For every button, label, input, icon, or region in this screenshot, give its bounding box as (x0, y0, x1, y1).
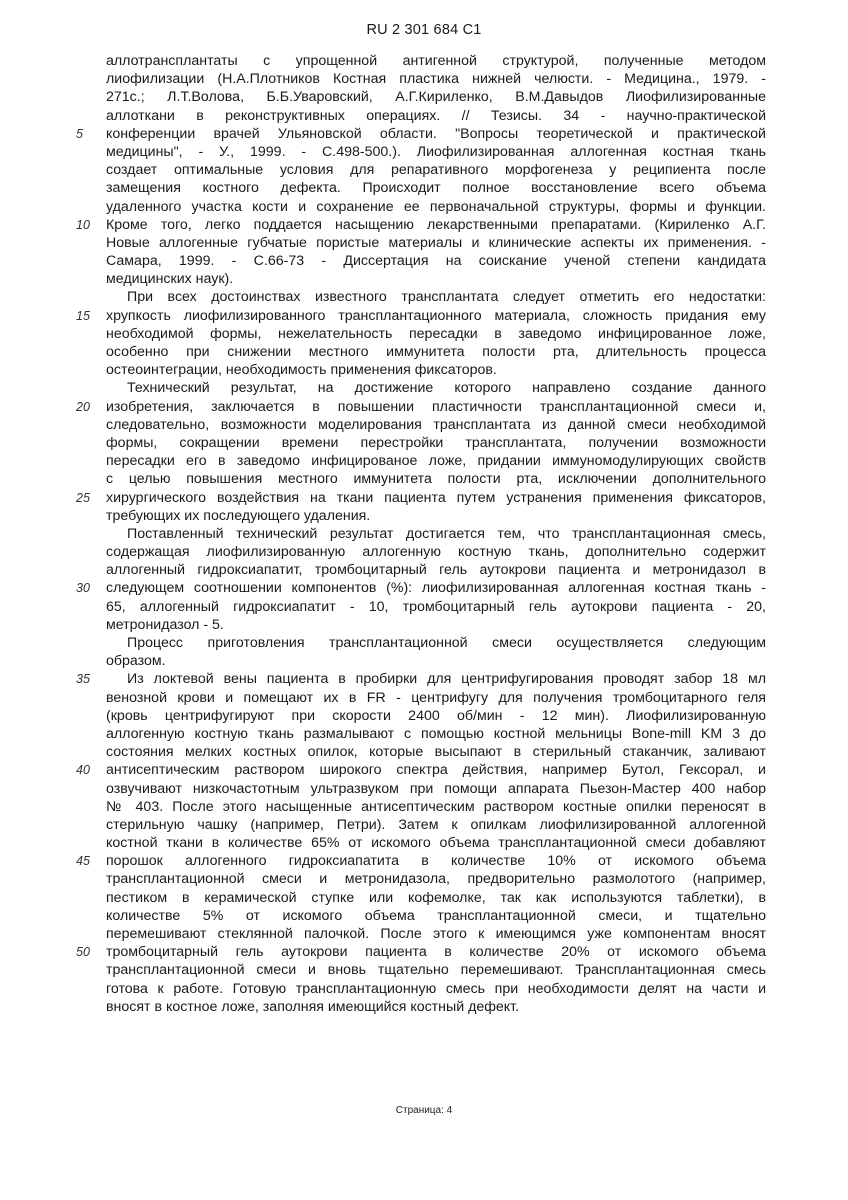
text-line (106, 70, 766, 88)
line-text: пересадки его в заведомо инфицированое ложе, придании иммуномодулирующих свойств (106, 453, 766, 470)
text-line (106, 361, 766, 379)
line-number: 35 (76, 672, 90, 687)
line-number: 5 (76, 126, 83, 141)
line-text: Кроме того, легко поддается насыщению лекарственными препаратами. (Кириленко А.Г. (106, 216, 766, 233)
body-text (76, 52, 766, 1016)
line-text: 65, аллогенный гидроксиапатит - 10, тромбоцитарный гель аутокрови пациента - 20, (106, 598, 766, 615)
line-text: аллогенный гидроксиапатит, тромбоцитарный гель аутокрови пациента и метронидазол в (106, 562, 766, 579)
line-text: хирургического воздействия на ткани пациента путем устранения применения фиксаторов, (106, 489, 766, 506)
text-line (106, 907, 766, 925)
line-text: образом. (106, 653, 166, 670)
line-text: особенно при снижении местного иммунитета полости рта, длительность процесса (106, 344, 766, 360)
line-text: (кровь центрифугируют при скорости 2400 об/мин - 12 мин). Лиофилизированную (106, 707, 766, 724)
text-line (106, 889, 766, 907)
line-text: с целью повышения местного иммунитета полости рта, исключении дополнительного (106, 471, 766, 488)
line-text: пестиком в керамической ступке или кофемолке, так как используются таблетки), в (106, 889, 766, 906)
text-line (76, 579, 766, 597)
line-text: Самара, 1999. - С.66-73 - Диссертация на соискание ученой степени кандидата (106, 253, 766, 270)
line-number: 25 (76, 490, 90, 505)
line-number: 40 (76, 763, 90, 778)
line-text: Поставленный технический результат достигается тем, что трансплантационная смесь, (127, 525, 766, 542)
text-line (76, 761, 766, 779)
line-text: хрупкость лиофилизированного трансплантационного материала, сложность придания ему (106, 307, 766, 324)
text-line (76, 943, 766, 961)
text-line (106, 707, 766, 725)
text-line (76, 307, 766, 325)
line-text: изобретения, заключается в повышении пластичности трансплантационной смеси и, (106, 398, 766, 415)
line-text: антисептическим раствором широкого спектра действия, например Бутол, Гексорал, и (106, 762, 766, 779)
text-line (106, 161, 766, 179)
text-line (106, 88, 766, 106)
text-line (106, 452, 766, 470)
text-line (106, 870, 766, 888)
line-text: стерильную чашку (например, Петри). Затем к опилкам лиофилизированной аллогенной (106, 816, 766, 833)
text-line (106, 616, 766, 634)
text-line (106, 507, 766, 525)
line-text: содержащая лиофилизированную аллогенную костную ткань, дополнительно содержит (106, 544, 766, 561)
text-line (106, 816, 766, 834)
text-line (76, 125, 766, 143)
text-line (106, 689, 766, 707)
text-line (106, 834, 766, 852)
line-text: аллотрансплантаты с упрощенной антигенной структурой, полученные методом (106, 53, 766, 69)
line-text: № 403. После этого насыщенные антисептическим раствором костные опилки переносят в (106, 798, 766, 815)
text-line (106, 561, 766, 579)
line-text: необходимой формы, нежелательность пересадки в заведомо инфицированное ложе, (106, 325, 766, 342)
line-number: 20 (76, 399, 90, 414)
line-number: 10 (76, 217, 90, 232)
text-line (76, 398, 766, 416)
text-line (106, 270, 766, 288)
line-number: 30 (76, 581, 90, 596)
line-text: 271с.; Л.Т.Волова, Б.Б.Уваровский, А.Г.Кириленко, В.М.Давыдов Лиофилизированные (106, 89, 766, 106)
text-line (106, 598, 766, 616)
line-text: венозной крови и помещают их в FR - центрифугу для получения тромбоцитарного геля (106, 689, 766, 706)
text-line (106, 434, 766, 452)
line-text: следующем соотношении компонентов (%): лиофилизированная аллогенная костная ткань - (106, 580, 766, 597)
line-text: метронидазол - 5. (106, 616, 224, 633)
text-line (106, 379, 766, 397)
line-text: Новые аллогенные губчатые пористые материалы и клинические аспекты их применения. - (106, 234, 766, 251)
text-line (106, 780, 766, 798)
line-text: костной ткани в количестве 65% от искомого объема трансплантационной смеси добавляют (106, 835, 766, 852)
text-line (106, 107, 766, 125)
text-line (106, 980, 766, 998)
line-text: создает оптимальные условия для репаративного морфогенеза у реципиента после (106, 162, 766, 179)
text-line (106, 743, 766, 761)
text-line (106, 252, 766, 270)
line-text: медицины", - У., 1999. - С.498-500.). Лиофилизированная аллогенная костная ткань (106, 143, 766, 160)
line-text: вносят в костное ложе, заполняя имеющийся костный дефект. (106, 998, 520, 1015)
text-line (106, 925, 766, 943)
line-text: следовательно, возможности моделирования трансплантата из данной смеси необходимой (106, 416, 766, 433)
line-text: формы, сокращении времени перестройки трансплантата, получении возможности (106, 434, 766, 451)
text-line (106, 343, 766, 361)
line-number: 45 (76, 854, 90, 869)
text-line (76, 670, 766, 688)
text-line (106, 961, 766, 979)
line-text: перемешивают стеклянной палочкой. После этого к имеющимся уже компонентам вносят (106, 926, 766, 942)
line-text: требующих их последующего удаления. (106, 507, 371, 524)
text-line (106, 652, 766, 670)
line-text: лиофилизации (Н.А.Плотников Костная пластика нижней челюсти. - Медицина., 1979. - (106, 71, 766, 88)
text-line (106, 543, 766, 561)
text-line (106, 416, 766, 434)
line-text: медицинских наук). (106, 271, 234, 288)
line-text: Технический результат, на достижение которого направлено создание данного (127, 380, 766, 397)
line-text: количестве 5% от искомого объема трансплантационной смеси, и тщательно (106, 907, 766, 924)
text-line (106, 798, 766, 816)
line-text: остеоинтеграции, необходимость применения фиксаторов. (106, 362, 497, 379)
line-text: озвучивают низкочастотным ультразвуком при помощи аппарата Пьезон-Мастер 400 набор (106, 780, 766, 797)
text-line (106, 998, 766, 1016)
text-line (106, 525, 766, 543)
line-text: трансплантационной смеси и метронидазола, предворительно размолотого (например, (106, 871, 766, 888)
line-text: трансплантационной смеси и вновь тщательно перемешивают. Трансплантационная смесь (106, 962, 766, 979)
text-line (106, 470, 766, 488)
text-line (106, 179, 766, 197)
line-text: При всех достоинствах известного трансплантата следует отметить его недостатки: (127, 289, 766, 306)
line-text: Из локтевой вены пациента в пробирки для центрифугирования проводят забор 18 мл (127, 671, 766, 688)
text-line (106, 288, 766, 306)
line-text: готова к работе. Готовую трансплантационную смесь при необходимости делят на части и (106, 980, 766, 997)
text-line (76, 489, 766, 507)
text-line (106, 234, 766, 252)
text-line (106, 725, 766, 743)
text-line (76, 852, 766, 870)
line-text: замещения костного дефекта. Происходит полное восстановление всего объема (106, 180, 766, 197)
page-footer: Страница: 4 (395, 1105, 453, 1116)
line-text: состояния мелких костных опилок, которые высыпают в стерильный стаканчик, заливают (106, 744, 766, 761)
line-text: конференции врачей Ульяновской области. "Вопросы теоретической и практической (106, 125, 766, 142)
text-line (106, 198, 766, 216)
line-text: аллоткани в реконструктивных операциях. // Тезисы. 34 - научно-практической (106, 107, 766, 124)
patent-header: RU 2 301 684 C1 (366, 22, 482, 38)
line-text: порошок аллогенного гидроксиапатита в количестве 10% от искомого объема (106, 853, 766, 870)
text-line (106, 634, 766, 652)
line-text: тромбоцитарный гель аутокрови пациента в количестве 20% от искомого объема (106, 944, 766, 961)
text-line (106, 143, 766, 161)
line-number: 50 (76, 945, 90, 960)
text-line (106, 325, 766, 343)
text-line (76, 216, 766, 234)
line-number: 15 (76, 308, 90, 323)
line-text: Процесс приготовления трансплантационной смеси осуществляется следующим (127, 635, 766, 651)
text-line (106, 52, 766, 70)
line-text: аллогенную костную ткань размалывают с помощью костной мельницы Bone-mill KM 3 до (106, 725, 766, 742)
line-text: удаленного участка кости и сохранение ее первоначальной структуры, формы и функции. (106, 198, 766, 215)
